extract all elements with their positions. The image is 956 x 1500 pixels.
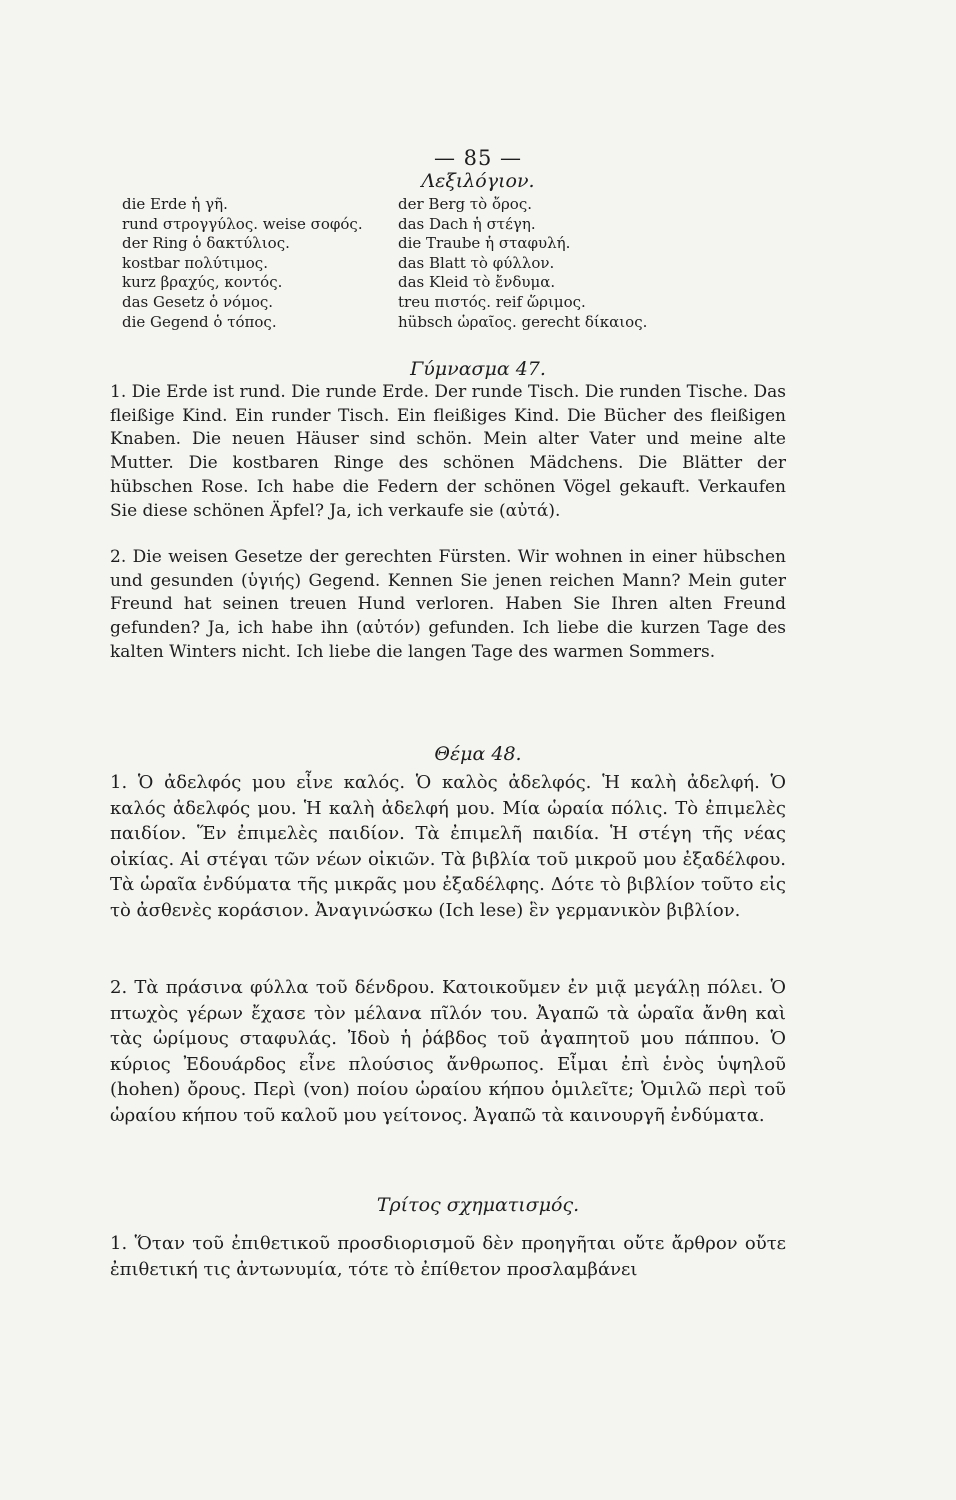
vocab-entry: treu πιστός. reif ὥριμος.: [398, 292, 586, 311]
page-number: — 85 —: [433, 146, 523, 170]
vocabulary-title: Λεξιλόγιον.: [421, 170, 535, 192]
theme-48-paragraph-1: 1. Ὁ ἀδελφός μου εἶνε καλός. Ὁ καλὸς ἀδελφός. Ἡ καλὴ ἀδελφή. Ὁ καλός ἀδελφός μου. Ἡ καλὴ ἀδελφή μου. Μία ὡραία πόλις. Τὸ ἐπιμελὲς παιδίον. Ἕν ἐπιμελὲς παιδίον. Τὰ ἐπιμελῆ παιδία. Ἡ στέγη τῆς νέας οἰκίας. Αἱ στέγαι τῶν νέων οἰκιῶν. Τὰ βιβλία τοῦ μικροῦ μου ἐξαδέλφου. Τὰ ὡραῖα ἐνδύματα τῆς μικρᾶς μου ἐξαδέλφης. Δότε τὸ βιβλίον τοῦτο εἰς τὸ ἀσθενὲς κοράσιον. Ἀναγινώσκω (Ich lese) ἓν γερμανικὸν βιβλίον.: [110, 772, 786, 921]
vocab-entry: rund στρογγύλος. weise σοφός.: [122, 214, 363, 233]
vocab-entry: die Traube ἡ σταφυλή.: [398, 234, 571, 253]
vocab-entry: das Kleid τὸ ἔνδυμα.: [398, 273, 556, 292]
exercise-47-paragraph-1: 1. Die Erde ist rund. Die runde Erde. Der runde Tisch. Die runden Tische. Das fleißige Kind. Ein runder Tisch. Ein fleißiges Kind. Die Bücher des fleißigen Knaben. Die neuen Häuser sind schön. Mein alter Vater und meine alte Mutter. Die kostbaren Ringe des schönen Mädchens. Die Blätter der hübschen Rose. Ich habe die Federn der schönen Vögel gekauft. Verkaufen Sie diese schönen Äpfel? Ja, ich verkaufe sie (αὐτά).: [110, 382, 786, 521]
vocab-entry: hübsch ὡραῖος. gerecht δίκαιος.: [398, 312, 648, 331]
vocabulary-right-column: [398, 195, 647, 332]
exercise-47-title: Γύμνασμα 47.: [410, 358, 546, 380]
vocab-entry: die Erde ἡ γῆ.: [122, 195, 228, 213]
third-section-paragraph-1: 1. Ὅταν τοῦ ἐπιθετικοῦ προσδιορισμοῦ δὲν προηγῆται οὔτε ἄρθρον οὔτε ἐπιθετική τις ἀντωνυμία, τότε τὸ ἐπίθετον προσλαμβάνει: [110, 1233, 786, 1280]
vocab-entry: kurz βραχύς, κοντός.: [122, 273, 283, 292]
vocab-entry: die Gegend ὁ τόπος.: [122, 312, 277, 331]
vocab-entry: der Ring ὁ δακτύλιος.: [122, 234, 290, 253]
exercise-47-paragraph-2: 2. Die weisen Gesetze der gerechten Fürsten. Wir wohnen in einer hübschen und gesunden (ὑγιής) Gegend. Kennen Sie jenen reichen Mann? Mein guter Freund hat seinen treuen Hund verloren. Haben Sie Ihren alten Freund gefunden? Ja, ich habe ihn (αὐτόν) gefunden. Ich liebe die kurzen Tage des kalten Winters nicht. Ich liebe die langen Tage des warmen Sommers.: [110, 547, 786, 662]
vocab-entry: kostbar πολύτιμος.: [122, 253, 268, 272]
vocab-entry: das Gesetz ὁ νόμος.: [122, 292, 274, 311]
vocab-entry: der Berg τὸ ὄρος.: [398, 195, 533, 213]
theme-48-paragraph-2: 2. Τὰ πράσινα φύλλα τοῦ δένδρου. Κατοικοῦμεν ἐν μιᾷ μεγάλῃ πόλει. Ὁ πτωχὸς γέρων ἔχασε τὸν μέλανα πῖλόν του. Ἀγαπῶ τὰ ὡραῖα ἄνθη καὶ τὰς ὡρίμους σταφυλάς. Ἰδοὺ ἡ ῥάβδος τοῦ ἀγαπητοῦ μου πάππου. Ὁ κύριος Ἐδουάρδος εἶνε πλούσιος ἄνθρωπος. Εἶμαι ἐπὶ ἑνὸς ὑψηλοῦ (hohen) ὄρους. Περὶ (von) ποίου ὡραίου κήπου ὁμιλεῖτε; Ὁμιλῶ περὶ τοῦ ὡραίου κήπου τοῦ καλοῦ μου γείτονος. Ἀγαπῶ τὰ καινουργῆ ἐνδύματα.: [110, 977, 786, 1126]
vocab-entry: das Dach ἡ στέγη.: [398, 214, 536, 233]
vocabulary-left-column: [122, 195, 363, 332]
theme-48-title: Θέμα 48.: [434, 743, 522, 765]
third-section-title: Τρίτος σχηματισμός.: [376, 1194, 580, 1216]
vocab-entry: das Blatt τὸ φύλλον.: [398, 253, 555, 272]
